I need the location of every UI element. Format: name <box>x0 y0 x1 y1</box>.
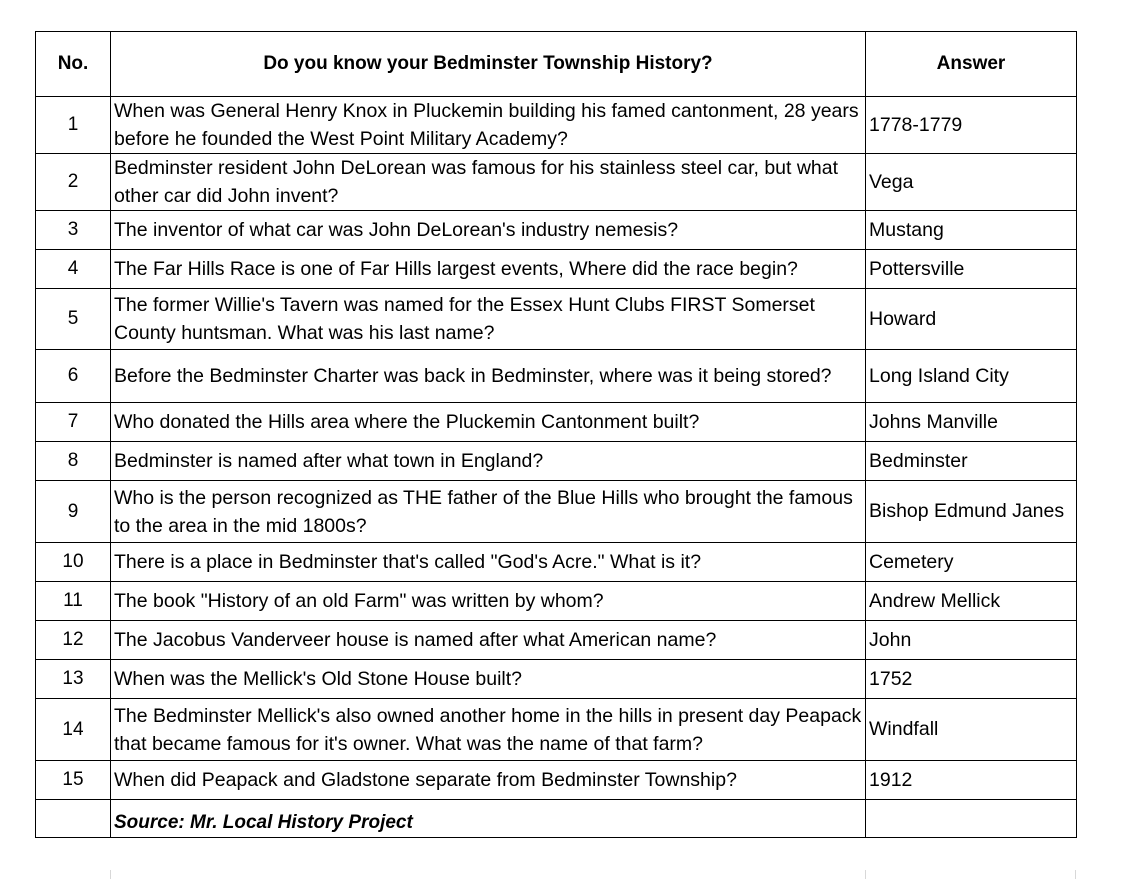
column-gridline-mark <box>865 870 866 879</box>
source-answer-empty-cell[interactable] <box>866 800 1077 838</box>
table-row <box>36 350 1077 403</box>
source-row <box>36 800 1077 838</box>
row-number[interactable]: 8 <box>36 442 111 481</box>
header-row <box>36 32 1077 97</box>
table-row <box>36 154 1077 211</box>
question-cell[interactable]: The former Willie's Tavern was named for the Essex Hunt Clubs FIRST Somerset County huntsman. What was his last name? <box>111 289 866 350</box>
table-row <box>36 211 1077 250</box>
question-cell[interactable]: There is a place in Bedminster that's called "God's Acre." What is it? <box>111 543 866 582</box>
header-no[interactable]: No. <box>36 32 111 97</box>
row-number[interactable]: 6 <box>36 350 111 403</box>
table-row <box>36 582 1077 621</box>
header-question[interactable]: Do you know your Bedminster Township History? <box>111 32 866 97</box>
answer-cell[interactable]: Mustang <box>866 211 1077 250</box>
row-number[interactable]: 12 <box>36 621 111 660</box>
question-cell[interactable]: The Jacobus Vanderveer house is named after what American name? <box>111 621 866 660</box>
question-cell[interactable]: When was the Mellick's Old Stone House built? <box>111 660 866 699</box>
row-number[interactable]: 1 <box>36 97 111 154</box>
row-number[interactable]: 15 <box>36 761 111 800</box>
table-row <box>36 660 1077 699</box>
answer-cell[interactable]: Long Island City <box>866 350 1077 403</box>
table-row <box>36 97 1077 154</box>
row-number[interactable]: 13 <box>36 660 111 699</box>
answer-cell[interactable]: Bedminster <box>866 442 1077 481</box>
answer-cell[interactable]: Cemetery <box>866 543 1077 582</box>
table-row <box>36 543 1077 582</box>
answer-cell[interactable]: 1912 <box>866 761 1077 800</box>
answer-cell[interactable]: Pottersville <box>866 250 1077 289</box>
question-cell[interactable]: The Far Hills Race is one of Far Hills largest events, Where did the race begin? <box>111 250 866 289</box>
row-number[interactable]: 14 <box>36 699 111 761</box>
column-gridline-mark <box>1075 870 1076 879</box>
question-cell[interactable]: The Bedminster Mellick's also owned another home in the hills in present day Peapack that became famous for it's owner. What was the name of that farm? <box>111 699 866 761</box>
history-quiz-table <box>35 31 1077 838</box>
table-row <box>36 761 1077 800</box>
table-row <box>36 289 1077 350</box>
table-row <box>36 481 1077 543</box>
table-row <box>36 442 1077 481</box>
question-cell[interactable]: Who donated the Hills area where the Pluckemin Cantonment built? <box>111 403 866 442</box>
row-number[interactable]: 10 <box>36 543 111 582</box>
question-cell[interactable]: Before the Bedminster Charter was back in Bedminster, where was it being stored? <box>111 350 866 403</box>
answer-cell[interactable]: Vega <box>866 154 1077 211</box>
question-cell[interactable]: The book "History of an old Farm" was written by whom? <box>111 582 866 621</box>
header-answer[interactable]: Answer <box>866 32 1077 97</box>
answer-cell[interactable]: Andrew Mellick <box>866 582 1077 621</box>
row-number[interactable]: 3 <box>36 211 111 250</box>
answer-cell[interactable]: Howard <box>866 289 1077 350</box>
table-row <box>36 250 1077 289</box>
row-number[interactable]: 2 <box>36 154 111 211</box>
answer-cell[interactable]: 1752 <box>866 660 1077 699</box>
answer-cell[interactable]: Windfall <box>866 699 1077 761</box>
table-row <box>36 621 1077 660</box>
source-empty-cell[interactable] <box>36 800 111 838</box>
question-cell[interactable]: Bedminster resident John DeLorean was famous for his stainless steel car, but what other car did John invent? <box>111 154 866 211</box>
column-gridline-mark <box>110 870 111 879</box>
answer-cell[interactable]: Johns Manville <box>866 403 1077 442</box>
question-cell[interactable]: When did Peapack and Gladstone separate from Bedminster Township? <box>111 761 866 800</box>
answer-cell[interactable]: 1778-1779 <box>866 97 1077 154</box>
row-number[interactable]: 9 <box>36 481 111 543</box>
answer-cell[interactable]: John <box>866 621 1077 660</box>
row-number[interactable]: 4 <box>36 250 111 289</box>
source-note[interactable]: Source: Mr. Local History Project <box>111 800 866 838</box>
row-number[interactable]: 5 <box>36 289 111 350</box>
question-cell[interactable]: Who is the person recognized as THE father of the Blue Hills who brought the famous to the area in the mid 1800s? <box>111 481 866 543</box>
table-row <box>36 699 1077 761</box>
answer-cell[interactable]: Bishop Edmund Janes <box>866 481 1077 543</box>
question-cell[interactable]: When was General Henry Knox in Pluckemin building his famed cantonment, 28 years before he founded the West Point Military Academy? <box>111 97 866 154</box>
row-number[interactable]: 7 <box>36 403 111 442</box>
row-number[interactable]: 11 <box>36 582 111 621</box>
question-cell[interactable]: The inventor of what car was John DeLorean's industry nemesis? <box>111 211 866 250</box>
question-cell[interactable]: Bedminster is named after what town in England? <box>111 442 866 481</box>
table-row <box>36 403 1077 442</box>
